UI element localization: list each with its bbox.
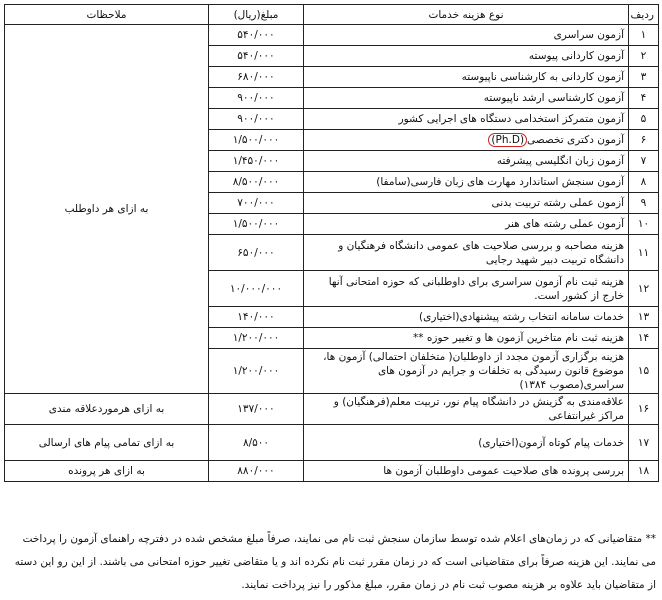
service-cell: خدمات سامانه انتخاب رشته پیشنهادی(اختیاری) bbox=[304, 307, 629, 328]
row-number: ۱ bbox=[629, 25, 659, 46]
row-number: ۴ bbox=[629, 88, 659, 109]
row-number: ۱۳ bbox=[629, 307, 659, 328]
table-row bbox=[5, 425, 659, 461]
row-number: ۲ bbox=[629, 46, 659, 67]
note-per-interest: به ازای هرموردعلاقه مندی bbox=[5, 394, 209, 425]
header-row-no: ردیف bbox=[629, 5, 659, 25]
amount-cell: ۱/۴۵۰/۰۰۰ bbox=[209, 151, 304, 172]
row-number: ۸ bbox=[629, 172, 659, 193]
note-per-candidate: به ازای هر داوطلب bbox=[5, 25, 209, 394]
row-number: ۳ bbox=[629, 67, 659, 88]
amount-cell: ۸/۵۰۰ bbox=[209, 425, 304, 461]
row-number: ۱۲ bbox=[629, 271, 659, 307]
service-cell: هزینه برگزاری آزمون مجدد از داوطلبان( متخلفان احتمالی) آزمون ها، موضوع قانون رسیدگی به تخلفات و جرایم در آزمون های سراسری(مصوب ۱۳۸۴) bbox=[304, 349, 629, 394]
table-row bbox=[5, 25, 659, 46]
service-cell: خدمات پیام کوتاه آزمون(اختیاری) bbox=[304, 425, 629, 461]
amount-cell: ۶۵۰/۰۰۰ bbox=[209, 235, 304, 271]
row-number: ۷ bbox=[629, 151, 659, 172]
service-cell: علاقه‌مندی به گزینش در دانشگاه پیام نور، تربیت معلم(فرهنگیان) و مراکز غیرانتفاعی bbox=[304, 394, 629, 425]
header-row bbox=[5, 5, 659, 25]
service-cell: آزمون عملی رشته های هنر bbox=[304, 214, 629, 235]
phd-circled-label: (Ph.D) bbox=[488, 133, 527, 147]
amount-cell: ۵۴۰/۰۰۰ bbox=[209, 25, 304, 46]
service-cell: هزینه ثبت نام آزمون سراسری برای داوطلبانی که حوزه امتحانی آنها خارج از کشور است. bbox=[304, 271, 629, 307]
row-number: ۱۱ bbox=[629, 235, 659, 271]
amount-cell: ۱/۵۰۰/۰۰۰ bbox=[209, 130, 304, 151]
row-number: ۱۵ bbox=[629, 349, 659, 394]
service-cell: آزمون کاردانی پیوسته bbox=[304, 46, 629, 67]
row-number: ۹ bbox=[629, 193, 659, 214]
amount-cell: ۱۴۰/۰۰۰ bbox=[209, 307, 304, 328]
row-number: ۵ bbox=[629, 109, 659, 130]
row-number: ۱۶ bbox=[629, 394, 659, 425]
row-number: ۱۰ bbox=[629, 214, 659, 235]
table-row bbox=[5, 461, 659, 482]
amount-cell: ۹۰۰/۰۰۰ bbox=[209, 109, 304, 130]
service-cell: آزمون سراسری bbox=[304, 25, 629, 46]
service-cell: بررسی پرونده های صلاحیت عمومی داوطلبان آزمون ها bbox=[304, 461, 629, 482]
amount-cell: ۸۸۰/۰۰۰ bbox=[209, 461, 304, 482]
service-cell: آزمون عملی رشته تربیت بدنی bbox=[304, 193, 629, 214]
amount-cell: ۱/۲۰۰/۰۰۰ bbox=[209, 328, 304, 349]
amount-cell: ۱/۲۰۰/۰۰۰ bbox=[209, 349, 304, 394]
service-cell bbox=[304, 130, 629, 151]
table-row bbox=[5, 394, 659, 425]
note-per-file: به ازای هر پرونده bbox=[5, 461, 209, 482]
header-amount: مبلغ(ریال) bbox=[209, 5, 304, 25]
amount-cell: ۹۰۰/۰۰۰ bbox=[209, 88, 304, 109]
service-cell: هزینه ثبت نام متاخرین آزمون ها و تغییر حوزه ** bbox=[304, 328, 629, 349]
row-number: ۶ bbox=[629, 130, 659, 151]
row-number: ۱۷ bbox=[629, 425, 659, 461]
header-notes: ملاحظات bbox=[5, 5, 209, 25]
service-cell: هزینه مصاحبه و بررسی صلاحیت های عمومی دانشگاه فرهنگیان و دانشگاه تربیت دبیر شهید رجایی bbox=[304, 235, 629, 271]
service-cell: آزمون متمرکز استخدامی دستگاه های اجرایی کشور bbox=[304, 109, 629, 130]
amount-cell: ۸/۵۰۰/۰۰۰ bbox=[209, 172, 304, 193]
service-cell: آزمون زبان انگلیسی پیشرفته bbox=[304, 151, 629, 172]
note-per-sms: به ازای تمامی پیام های ارسالی bbox=[5, 425, 209, 461]
amount-cell: ۵۴۰/۰۰۰ bbox=[209, 46, 304, 67]
amount-cell: ۶۸۰/۰۰۰ bbox=[209, 67, 304, 88]
row-number: ۱۸ bbox=[629, 461, 659, 482]
amount-cell: ۱/۵۰۰/۰۰۰ bbox=[209, 214, 304, 235]
service-cell: آزمون سنجش استاندارد مهارت های زبان فارسی(سامفا) bbox=[304, 172, 629, 193]
row-number: ۱۴ bbox=[629, 328, 659, 349]
fees-table bbox=[4, 4, 659, 482]
service-cell: آزمون کارشناسی ارشد ناپیوسته bbox=[304, 88, 629, 109]
service-label: آزمون دکتری تخصصی bbox=[527, 134, 624, 146]
amount-cell: ۱۰/۰۰۰/۰۰۰ bbox=[209, 271, 304, 307]
amount-cell: ۷۰۰/۰۰۰ bbox=[209, 193, 304, 214]
service-cell: آزمون کاردانی به کارشناسی ناپیوسته bbox=[304, 67, 629, 88]
amount-cell: ۱۳۷/۰۰۰ bbox=[209, 394, 304, 425]
header-service: نوع هزینه خدمات bbox=[304, 5, 629, 25]
footnote: ** متقاضیانی که در زمان‌های اعلام شده توسط سازمان سنجش ثبت نام می نمایند، صرفاً مبلغ مشخص شده در دفترچه راهنمای آزمون را پرداخت می نمایند. این هزینه صرفاً برای متقاضیانی است که در زمان مقرر ثبت نام نکرده اند و یا متقاضی تغییر حوزه امتحانی می باشند. از این رو این دسته از متقاضیان باید علاوه بر هزینه مصوب ثبت نام در زمان مقرر، مبلغ مذکور را نیز پرداخت نمایند. bbox=[14, 533, 656, 591]
